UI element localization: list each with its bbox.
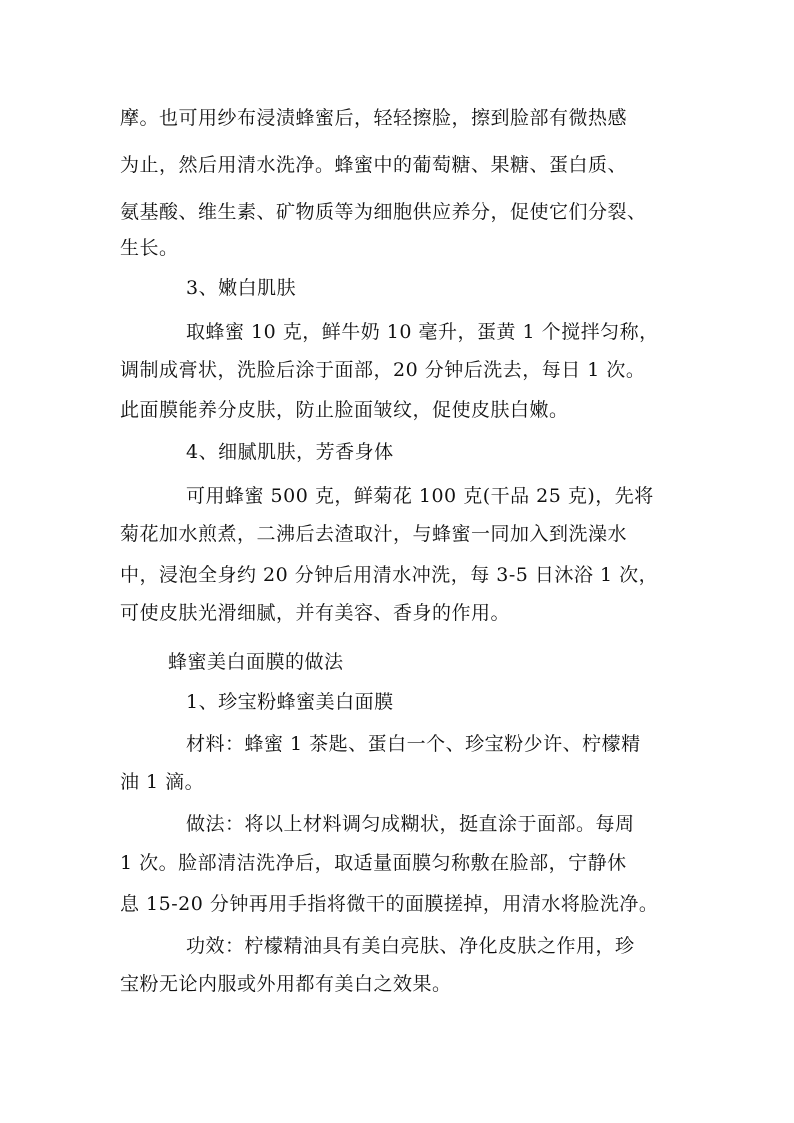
body-line: 为止，然后用清水洗净。蜂蜜中的葡萄糖、果糖、蛋白质、 [120, 154, 628, 176]
section-heading: 1、珍宝粉蜂蜜美白面膜 [186, 691, 394, 713]
body-line: 调制成膏状，洗脸后涂于面部，20 分钟后洗去，每日 1 次。 [120, 359, 646, 381]
body-line: 息 15-20 分钟再用手指将微干的面膜搓掉，用清水将脸洗净。 [120, 893, 659, 915]
body-line: 1 次。脸部清洁洗净后，取适量面膜匀称敷在脸部，宁静休 [120, 852, 627, 874]
body-line: 氨基酸、维生素、矿物质等为细胞供应养分，促使它们分裂、 [120, 201, 647, 223]
section-title: 蜂蜜美白面膜的做法 [168, 651, 344, 673]
body-line: 可使皮肤光滑细腻，并有美容、香身的作用。 [120, 602, 511, 624]
body-line: 宝粉无论内服或外用都有美白之效果。 [120, 973, 452, 995]
body-line: 可用蜂蜜 500 克，鲜菊花 100 克(干品 25 克)，先将 [186, 485, 654, 507]
body-line: 材料：蜂蜜 1 茶匙、蛋白一个、珍宝粉少许、柠檬精 [186, 733, 641, 755]
section-heading: 4、细腻肌肤，芳香身体 [186, 441, 394, 463]
body-line: 油 1 滴。 [120, 771, 205, 793]
body-line: 做法：将以上材料调匀成糊状，挺直涂于面部。每周 [186, 813, 635, 835]
body-line: 此面膜能养分皮肤，防止脸面皱纹，促使皮肤白嫩。 [120, 399, 569, 421]
body-line: 摩。也可用纱布浸渍蜂蜜后，轻轻擦脸，擦到脸部有微热感 [120, 107, 628, 129]
section-heading: 3、嫩白肌肤 [186, 277, 297, 299]
body-line: 中，浸泡全身约 20 分钟后用清水冲洗，每 3-5 日沐浴 1 次， [120, 564, 659, 586]
body-line: 生长。 [120, 237, 179, 259]
body-line: 取蜂蜜 10 克，鲜牛奶 10 毫升，蛋黄 1 个搅拌匀称， [186, 321, 659, 343]
body-line: 功效：柠檬精油具有美白亮肤、净化皮肤之作用，珍 [186, 935, 635, 957]
body-line: 菊花加水煎煮，二沸后去渣取汁，与蜂蜜一同加入到洗澡水 [120, 523, 628, 545]
